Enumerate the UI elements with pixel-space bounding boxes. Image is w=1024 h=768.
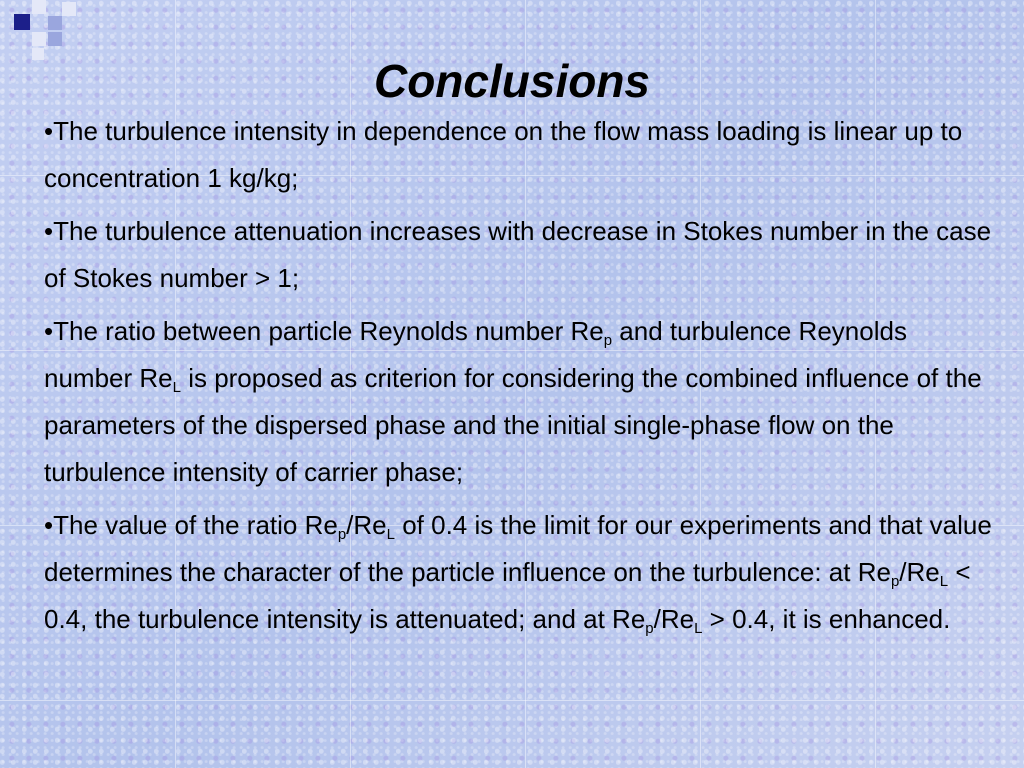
bullet-symbol: • <box>44 316 54 346</box>
bullet-item <box>44 502 994 643</box>
bullet-text: The value of the ratio Re <box>53 510 338 540</box>
bullet-text: The turbulence attenuation increases with decrease in Stokes number in the case of Stokes number > 1; <box>44 216 992 293</box>
bullet-text: > 0.4, it is enhanced. <box>702 604 951 634</box>
slide-title: Conclusions <box>373 55 651 107</box>
bullet-symbol: • <box>44 116 54 146</box>
subscript: p <box>603 332 613 349</box>
bullet-symbol: • <box>44 510 54 540</box>
subscript: p <box>890 573 900 590</box>
bullet-text: and turbulence Reynolds number Re <box>44 316 907 393</box>
bullet-item <box>44 108 994 202</box>
subscript: L <box>172 379 181 396</box>
grid-line <box>0 700 1024 701</box>
subscript: p <box>337 526 347 543</box>
subscript: L <box>386 526 395 543</box>
decor-square <box>48 16 62 30</box>
bullet-item <box>44 308 994 496</box>
bullet-text: The turbulence intensity in dependence on the flow mass loading is linear up to concentration 1 kg/kg; <box>44 116 963 193</box>
bullet-text: /Re <box>653 604 695 634</box>
bullet-symbol: • <box>44 216 54 246</box>
bullet-text: /Re <box>346 510 387 540</box>
subscript: L <box>694 620 703 637</box>
conclusions-list <box>44 108 994 649</box>
bullet-text: < 0.4, the turbulence intensity is attenuated; and at Re <box>44 557 971 634</box>
decor-square <box>62 2 76 16</box>
decor-square <box>48 32 62 46</box>
decor-square <box>14 14 30 30</box>
bullet-item <box>44 208 994 302</box>
decor-square <box>32 32 46 46</box>
subscript: p <box>645 620 654 637</box>
bullet-text: The ratio between particle Reynolds number Re <box>53 316 604 346</box>
subscript: L <box>939 573 949 590</box>
bullet-text: is proposed as criterion for considering the combined influence of the parameters of the dispersed phase and the initial single-phase flow on the turbulence intensity of carrier phase; <box>44 363 982 487</box>
decor-square <box>32 0 46 14</box>
bullet-text: of 0.4 is the limit for our experiments and that value determines the character of the particle influence on the turbulence: at Re <box>44 510 992 587</box>
bullet-text: /Re <box>899 557 940 587</box>
